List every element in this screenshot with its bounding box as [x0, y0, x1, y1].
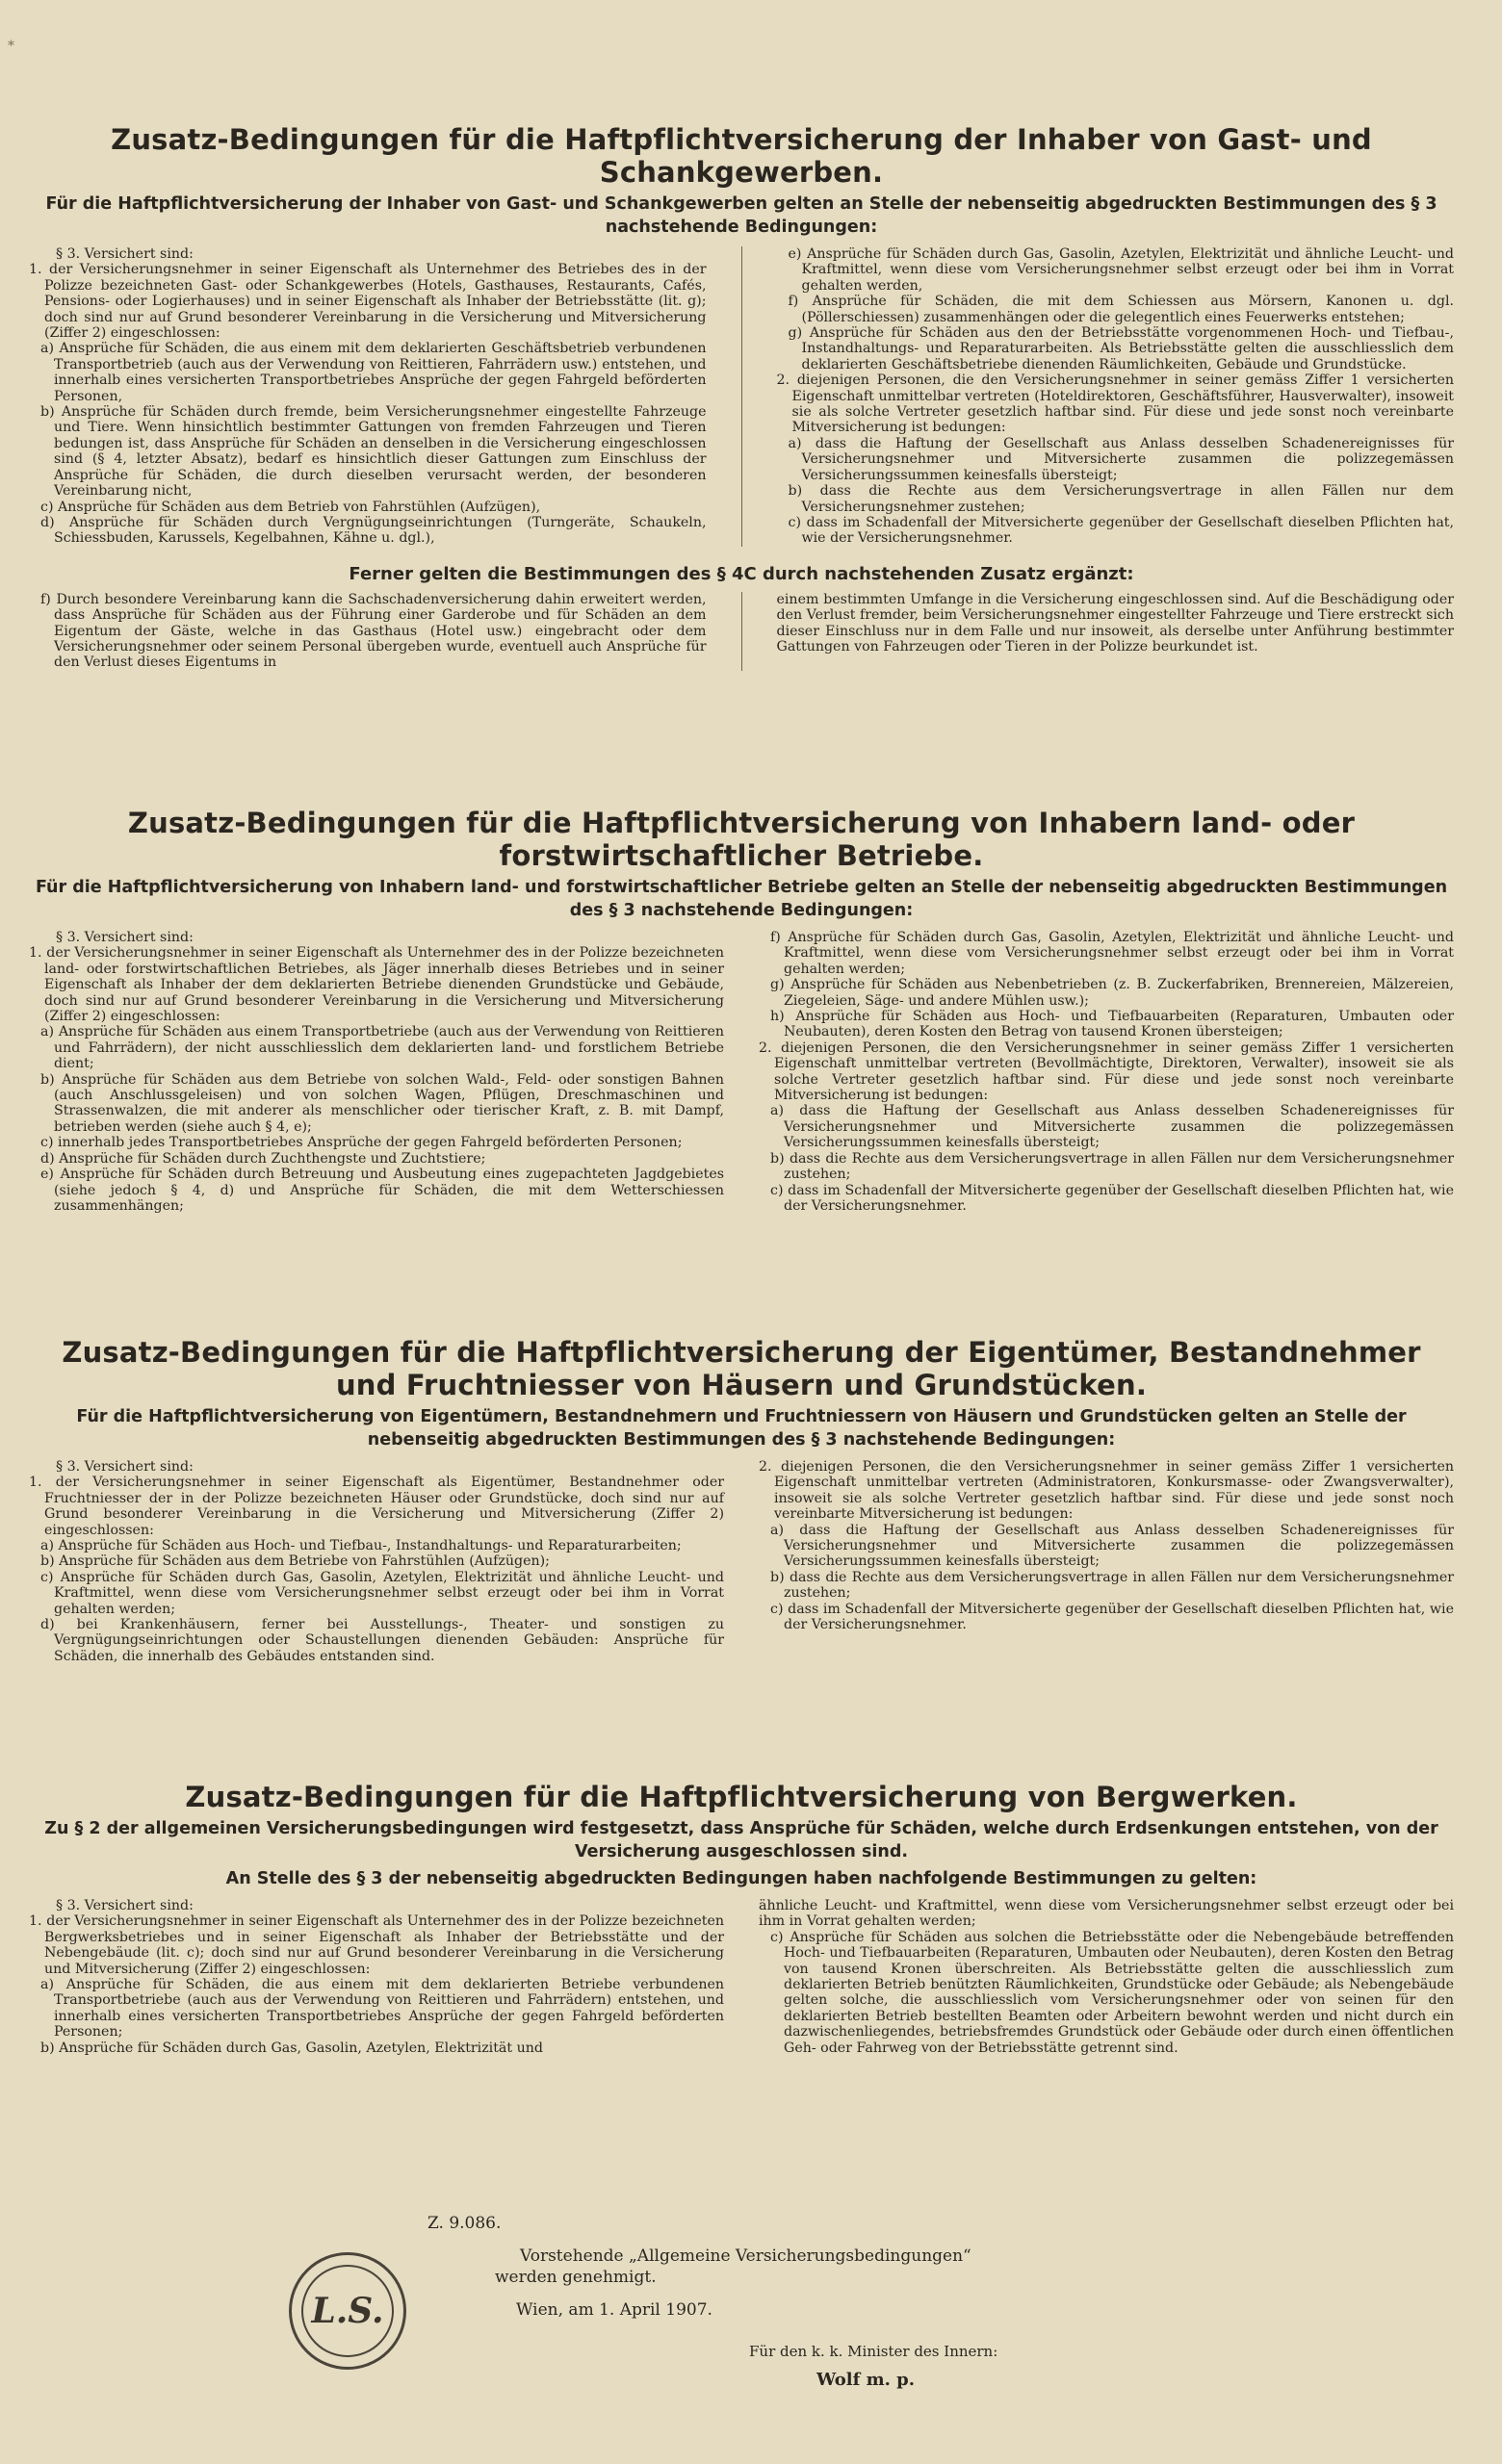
paragraph: 2. diejenigen Personen, die den Versicherungsnehmer in seiner gemäss Ziffer 1 versicherten Eigenschaft unmittelbar vertreten (Administratoren, Konkursmasse- oder Zwangsverwalter), insoweit sie als solche Vertreter gesetzlich haftbar sind. Für diese und jede sonst noch vereinbarte Mitversicherung ist bedungen: — [759, 1459, 1454, 1523]
paragraph: b) Ansprüche für Schäden aus dem Betriebe von Fahrstühlen (Aufzügen); — [40, 1553, 550, 1570]
section-title: Zusatz-Bedingungen für die Haftpflichtversicherung der Eigentümer, Bestandnehmer und Fruchtniesser von Häusern und Grundstücken. — [62, 1336, 1421, 1401]
column-divider — [741, 246, 742, 547]
paragraph: a) dass die Haftung der Gesellschaft aus Anlass desselben Schadenereignisses für Versicherungsnehmer und Mitversicherte zusammen die polizzegemässen Versicherungssummen keinesfalls übersteigt; — [770, 1103, 1454, 1151]
paragraph: 1. der Versicherungsnehmer in seiner Eigenschaft als Unternehmer des in der Polizze bezeichneten Bergwerksbetriebes und in seiner Eigenschaft als Inhaber der Betriebsstätte und der Nebengebäude (lit. c); doch sind nur auf Grund besonderer Vereinbarung in die Versicherung und Mitversicherung (Ziffer 2) eingeschlossen: — [29, 1913, 724, 1977]
corner-mark: * — [8, 38, 14, 54]
two-column-text — [29, 930, 1454, 1214]
paragraph: 1. der Versicherungsnehmer in seiner Eigenschaft als Unternehmer des in der Polizze bezeichneten land- oder forstwirtschaftlichen Betriebes, als Jäger innerhalb dieses Betriebes und in seiner Eigenschaft als Inhaber der dem deklarierten Betriebe dienenden Grundstücke und Gebäude, doch sind nur auf Grund besonderer Vereinbarung in die Versicherung und Mitversicherung (Ziffer 2) eingeschlossen: — [29, 945, 724, 1025]
paragraph: b) dass die Rechte aus dem Versicherungsvertrage in allen Fällen nur dem Versicherungsnehmer zustehen; — [770, 1569, 1454, 1602]
two-column-text — [29, 1898, 1454, 2056]
paragraph: d) Ansprüche für Schäden durch Zuchthengste und Zuchtstiere; — [40, 1150, 486, 1167]
paragraph: c) Ansprüche für Schäden aus solchen die Betriebsstätte oder die Nebengebäude betreffenden Hoch- und Tiefbauarbeiten (Reparaturen, Umbauten oder Neubauten), deren Kosten den Betrag von tausend Kronen überschreiten. Als Betriebsstätte gelten die ausschliesslich zum deklarierten Betrieb benützten Räumlichkeiten, Grundstücke oder Gebäude; als Nebengebäude gelten solche, die ausschliesslich vom Versicherungsnehmer oder von seinen für den deklarierten Betrieb bestellten Beamten oder Arbeitern bewohnt werden und nicht durch ein dazwischenliegendes, betriebsfremdes Grundstück oder Gebäude oder durch einen öffentlichen Geh- oder Fahrweg von der Betriebsstätte getrennt sind. — [770, 1929, 1454, 2056]
section-subtitle: Für die Haftpflichtversicherung von Eigentümern, Bestandnehmern und Fruchtniessern von Häusern und Grundstücken gelten an Stelle der nebenseitig abgedruckten Bestimmungen des § 3 nachstehende Bedingungen: — [76, 1407, 1407, 1450]
section-subtitle: Für die Haftpflichtversicherung von Inhabern land- und forstwirtschaftlicher Betriebe gelten an Stelle der nebenseitig abgedruckten Bestimmungen des § 3 nachstehende Bedingungen: — [35, 878, 1448, 920]
left-column — [29, 592, 707, 671]
section-title: Zusatz-Bedingungen für die Haftpflichtversicherung von Bergwerken. — [185, 1781, 1298, 1813]
place-date: Wien, am 1. April 1907. — [516, 2300, 712, 2320]
paragraph: a) Ansprüche für Schäden aus einem Transportbetriebe (auch aus der Verwendung von Reittieren und Fahrrädern), der nicht ausschliesslich dem deklarierten land- und forstlichem Betriebe dient; — [40, 1024, 724, 1072]
paragraph: c) dass im Schadenfall der Mitversicherte gegenüber der Gesellschaft dieselben Pflichten hat, wie der Versicherungsnehmer. — [770, 1182, 1454, 1214]
section-title: Zusatz-Bedingungen für die Haftpflichtversicherung von Inhabern land- oder forstwirtschaftlicher Betriebe. — [127, 807, 1356, 872]
section-title: Zusatz-Bedingungen für die Haftpflichtversicherung der Inhaber von Gast- und Schankgewerben. — [111, 123, 1372, 189]
left-column — [29, 1898, 724, 2056]
paragraph: 2. diejenigen Personen, die den Versicherungsnehmer in seiner gemäss Ziffer 1 versicherten Eigenschaft unmittelbar vertreten (Hoteldirektoren, Geschäftsführer, Hausverwalter), insoweit sie als solche Vertreter gesetzlich haftbar sind. Für diese und jede sonst noch vereinbarte Mitversicherung ist bedungen: — [776, 372, 1454, 436]
reference-number: Z. 9.086. — [427, 2214, 502, 2233]
paragraph: f) Durch besondere Vereinbarung kann die Sachschadenversicherung dahin erweitert werden, dass Ansprüche für Schäden aus der Führung einer Garderobe und für Schäden an dem Eigentum der Gäste, welche in das Gasthaus (Hotel usw.) eingebracht oder dem Versicherungsnehmer oder seinem Personal übergeben wurde, eventuell auch Ansprüche für den Verlust dieses Eigentums in — [40, 591, 707, 671]
right-column — [777, 246, 1455, 547]
paragraph: f) Ansprüche für Schäden, die mit dem Schiessen aus Mörsern, Kanonen u. dgl. (Pöllerschiessen) zusammenhängen oder die gelegentlich eines Feuerwerks entstehen; — [788, 294, 1454, 325]
section-subtitle: Zu § 2 der allgemeinen Versicherungsbedingungen wird festgesetzt, dass Ansprüche für Schäden, welche durch Erdsenkungen entstehen, von der Versicherung ausgeschlossen sind. — [44, 1819, 1438, 1861]
paragraph: § 3. Versichert sind: — [56, 930, 194, 945]
paragraph: b) dass die Rechte aus dem Versicherungsvertrage in allen Fällen nur dem Versicherungsnehmer zustehen; — [770, 1150, 1454, 1183]
two-column-text — [29, 592, 1454, 671]
paragraph: ähnliche Leucht- und Kraftmittel, wenn diese vom Versicherungsnehmer selbst erzeugt oder bei ihm in Vorrat gehalten werden; — [759, 1898, 1454, 1930]
approval-line-1: Vorstehende „Allgemeine Versicherungsbedingungen“ — [520, 2246, 971, 2266]
section-subtitle: Für die Haftpflichtversicherung der Inhaber von Gast- und Schankgewerben gelten an Stelle der nebenseitig abgedruckten Bestimmungen des § 3 nachstehende Bedingungen: — [45, 194, 1437, 237]
approval-line-2: werden genehmigt. — [495, 2268, 657, 2287]
paragraph: a) dass die Haftung der Gesellschaft aus Anlass desselben Schadenereignisses für Versicherungsnehmer und Mitversicherte zusammen die polizzegemässen Versicherungssummen keinesfalls übersteigt; — [770, 1522, 1454, 1570]
paragraph: c) Ansprüche für Schäden durch Gas, Gasolin, Azetylen, Elektrizität und ähnliche Leucht- und Kraftmittel, wenn diese vom Versicherungsnehmer selbst erzeugt oder bei ihm in Vorrat gehalten werden; — [40, 1569, 724, 1617]
paragraph: 2. diejenigen Personen, die den Versicherungsnehmer in seiner gemäss Ziffer 1 versicherten Eigenschaft unmittelbar vertreten (Bevollmächtigte, Direktoren, Verwalter), insoweit sie als solche Vertreter gesetzlich haftbar sind. Für diese und jede sonst noch vereinbarte Mitversicherung ist bedungen: — [759, 1040, 1454, 1104]
left-column — [29, 930, 724, 1214]
section-land-forst — [29, 807, 1454, 1214]
paragraph: c) dass im Schadenfall der Mitversicherte gegenüber der Gesellschaft dieselben Pflichten hat, wie der Versicherungsnehmer. — [788, 514, 1454, 547]
paragraph: 1. der Versicherungsnehmer in seiner Eigenschaft als Unternehmer des Betriebes des in der Polizze bezeichneten Gast- oder Schankgewerbes (Hotels, Gasthauses, Restaurants, Cafés, Pensions- oder Logierhauses) und in seiner Eigenschaft als Inhaber der Betriebsstätte (lit. g); doch sind nur auf Grund besonderer Vereinbarung in die Versicherung und Mitversicherung (Ziffer 2) eingeschlossen: — [29, 262, 707, 342]
paragraph: f) Ansprüche für Schäden durch Gas, Gasolin, Azetylen, Elektrizität und ähnliche Leucht- und Kraftmittel, wenn diese vom Versicherungsnehmer selbst erzeugt oder bei ihm in Vorrat gehalten werden; — [770, 930, 1454, 977]
right-column — [759, 1898, 1454, 2056]
paragraph: c) Ansprüche für Schäden aus dem Betrieb von Fahrstühlen (Aufzügen), — [40, 499, 541, 515]
right-column — [759, 930, 1454, 1214]
section-bergwerke — [29, 1781, 1454, 2056]
left-column — [29, 1459, 724, 1664]
paragraph: b) Ansprüche für Schäden durch fremde, beim Versicherungsnehmer eingestellte Fahrzeuge und Tiere. Wenn hinsichtlich bestimmter Gattungen von fremden Fahrzeugen und Tieren bedungen ist, dass Ansprüche für Schäden an denselben in die Versicherung eingeschlossen sind (§ 4, letzter Absatz), bedarf es hinsichtlich dieser Gattungen zum Einschluss der Ansprüche für Schäden, die durch dieselben verursacht werden, der besonderen Vereinbarung nicht, — [40, 404, 707, 500]
paragraph: e) Ansprüche für Schäden durch Gas, Gasolin, Azetylen, Elektrizität und ähnliche Leucht- und Kraftmittel, wenn diese vom Versicherungsnehmer selbst erzeugt oder bei ihm in Vorrat gehalten werden, — [788, 246, 1454, 294]
two-column-text — [29, 1459, 1454, 1664]
column-divider — [741, 592, 742, 671]
paragraph: einem bestimmten Umfange in die Versicherung eingeschlossen sind. Auf die Beschädigung oder den Verlust fremder, beim Versicherungsnehmer eingestellter Fahrzeuge und Tiere erstreckt sich dieser Einschluss nur in dem Falle und nur insoweit, als derselbe unter Anführung bestimmter Gattungen von Fahrzeugen oder Tieren in der Polizze beurkundet ist. — [776, 591, 1454, 654]
paragraph: a) Ansprüche für Schäden aus Hoch- und Tiefbau-, Instandhaltungs- und Reparaturarbeiten; — [40, 1538, 682, 1554]
section-midline: Ferner gelten die Bestimmungen des § 4C durch nachstehenden Zusatz ergänzt: — [349, 563, 1134, 584]
left-column — [29, 246, 707, 547]
paragraph: d) Ansprüche für Schäden durch Vergnügungseinrichtungen (Turngeräte, Schaukeln, Schiessbuden, Karussels, Kegelbahnen, Kähne u. dgl.), — [40, 514, 707, 547]
section-subtitle-2: An Stelle des § 3 der nebenseitig abgedruckten Bedingungen haben nachfolgende Bestimmungen zu gelten: — [225, 1869, 1257, 1888]
paragraph: c) dass im Schadenfall der Mitversicherte gegenüber der Gesellschaft dieselben Pflichten hat, wie der Versicherungsnehmer. — [770, 1601, 1454, 1633]
paragraph: h) Ansprüche für Schäden aus Hoch- und Tiefbauarbeiten (Reparaturen, Umbauten oder Neubauten), deren Kosten den Betrag von tausend Kronen übersteigen; — [770, 1009, 1454, 1040]
section-gast-schank — [29, 123, 1454, 671]
right-column — [759, 1459, 1454, 1664]
signature: Wolf m. p. — [816, 2370, 916, 2390]
paragraph: g) Ansprüche für Schäden aus Nebenbetrieben (z. B. Zuckerfabriken, Brennereien, Mälzereien, Ziegeleien, Säge- und andere Mühlen usw.); — [770, 977, 1454, 1009]
paragraph: b) Ansprüche für Schäden durch Gas, Gasolin, Azetylen, Elektrizität und — [40, 2040, 543, 2056]
paragraph: b) dass die Rechte aus dem Versicherungsvertrage in allen Fällen nur dem Versicherungsnehmer zustehen; — [788, 483, 1454, 515]
paragraph: e) Ansprüche für Schäden durch Betreuung und Ausbeutung eines zugepachteten Jagdgebietes (siehe jedoch § 4, d) und Ansprüche für Schäden, die mit dem Wetterschiessen zusammenhängen; — [40, 1167, 724, 1214]
paragraph: 1. der Versicherungsnehmer in seiner Eigenschaft als Eigentümer, Bestandnehmer oder Fruchtniesser der in der Polizze bezeichneten Häuser oder Grundstücke, doch sind nur auf Grund besonderer Vereinbarung in die Versicherung und Mitversicherung (Ziffer 2) eingeschlossen: — [29, 1475, 724, 1538]
paragraph: d) bei Krankenhäusern, ferner bei Ausstellungs-, Theater- und sonstigen zu Vergnügungseinrichtungen oder Schaustellungen dienenden Gebäuden: Ansprüche für Schäden, die innerhalb des Gebäudes entstanden sind. — [40, 1617, 724, 1664]
paragraph: § 3. Versichert sind: — [56, 1459, 194, 1475]
paragraph: § 3. Versichert sind: — [56, 246, 194, 262]
paragraph: § 3. Versichert sind: — [56, 1898, 194, 1913]
two-column-text — [29, 246, 1454, 547]
seal-inner: L.S. — [301, 2265, 394, 2357]
paragraph: a) dass die Haftung der Gesellschaft aus Anlass desselben Schadenereignisses für Versicherungsnehmer und Mitversicherte zusammen die polizzegemässen Versicherungssummen keinesfalls übersteigt; — [788, 435, 1454, 483]
paragraph: a) Ansprüche für Schäden, die aus einem mit dem deklarierten Betriebe verbundenen Transportbetriebe (auch aus der Verwendung von Reittieren und Fahrrädern) entstehen, und innerhalb eines versicherten Transportbetriebes Ansprüche der gegen Fahrgeld beförderten Personen; — [40, 1977, 724, 2040]
right-column — [777, 592, 1455, 671]
paragraph: g) Ansprüche für Schäden aus den der Betriebsstätte vorgenommenen Hoch- und Tiefbau-, Instandhaltungs- und Reparaturarbeiten. Als Betriebsstätte gelten die ausschliesslich dem deklarierten Geschäftsbetriebe dienenden Räumlichkeiten, Gebäude und Grundstücke. — [788, 325, 1454, 372]
paragraph: a) Ansprüche für Schäden, die aus einem mit dem deklarierten Geschäftsbetrieb verbundenen Transportbetrieb (auch aus der Verwendung von Reittieren, Fahrrädern usw.) entstehen, und innerhalb eines versicherten Transportbetriebes Ansprüche der gegen Fahrgeld beförderten Personen, — [40, 341, 707, 404]
section-haeuser-grundstuecke — [29, 1336, 1454, 1664]
for-minister: Für den k. k. Minister des Innern: — [749, 2343, 998, 2360]
paragraph: b) Ansprüche für Schäden aus dem Betriebe von solchen Wald-, Feld- oder sonstigen Bahnen (auch Anschlussgeleisen) und von solchen Wagen, Pflügen, Dreschmaschinen und Strassenwalzen, die mit anderer als menschlicher oder tierischer Kraft, z. B. mit Dampf, betrieben werden (siehe auch § 4, e); — [40, 1071, 724, 1135]
paragraph: c) innerhalb jedes Transportbetriebes Ansprüche der gegen Fahrgeld beförderten Personen; — [40, 1135, 683, 1151]
seal-stamp — [289, 2252, 406, 2370]
